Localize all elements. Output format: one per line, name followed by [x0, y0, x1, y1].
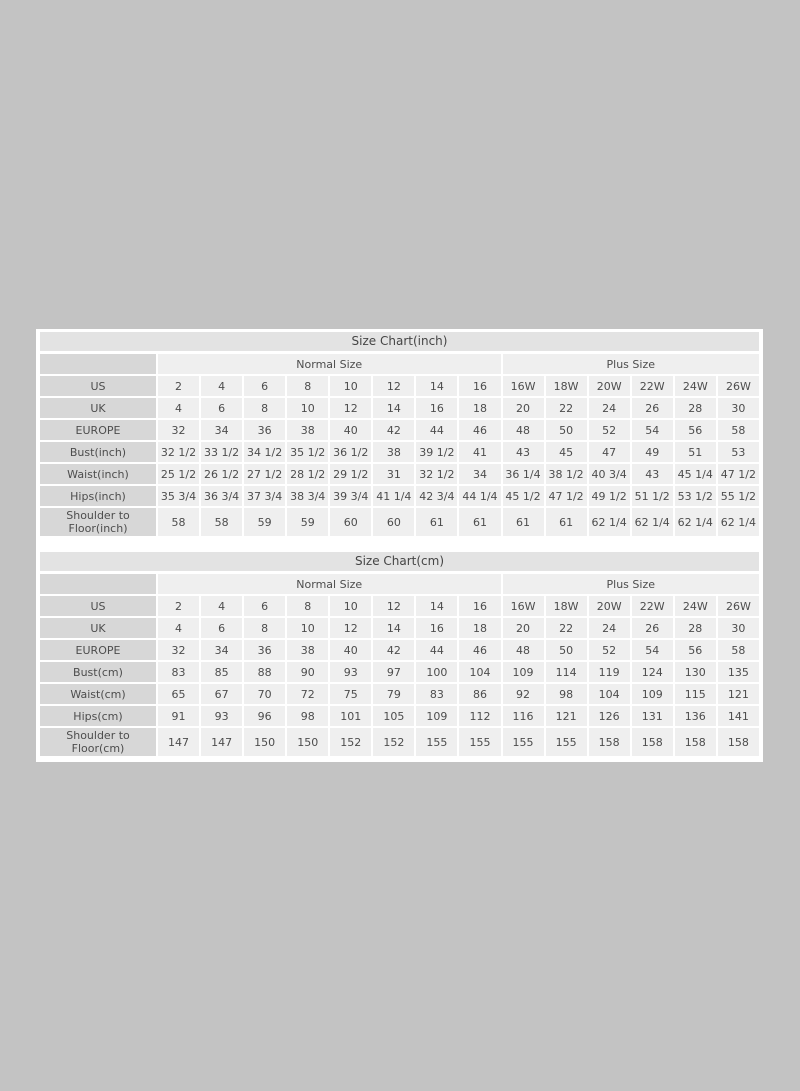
size-chart-cm-table — [38, 572, 761, 758]
table-cell: 36 — [244, 420, 285, 440]
table-cell: 18W — [546, 376, 587, 396]
row-label: UK — [40, 618, 156, 638]
size-chart-inch-section — [38, 332, 761, 538]
table-cell: 61 — [546, 508, 587, 536]
table-cell: 6 — [244, 596, 285, 616]
size-chart-inch-title: Size Chart(inch) — [40, 332, 759, 351]
table-cell: 119 — [589, 662, 630, 682]
table-cell: 83 — [416, 684, 457, 704]
table-cell: 40 3/4 — [589, 464, 630, 484]
table-cell: 41 1/4 — [373, 486, 414, 506]
table-cell: 54 — [632, 420, 673, 440]
table-cell: 97 — [373, 662, 414, 682]
table-cell: 38 3/4 — [287, 486, 328, 506]
table-cell: 50 — [546, 640, 587, 660]
table-cell: 26 — [632, 398, 673, 418]
table-cell: 115 — [675, 684, 716, 704]
table-cell: 116 — [503, 706, 544, 726]
table-cell: 93 — [330, 662, 371, 682]
table-cell: 83 — [158, 662, 199, 682]
table-cell: 158 — [589, 728, 630, 756]
table-cell: 58 — [158, 508, 199, 536]
table-cell: 18 — [459, 618, 500, 638]
table-cell: 42 — [373, 640, 414, 660]
table-row — [40, 398, 759, 418]
table-row — [40, 486, 759, 506]
table-cell: 34 1/2 — [244, 442, 285, 462]
table-cell: 49 — [632, 442, 673, 462]
table-cell: 36 1/4 — [503, 464, 544, 484]
table-cell: 72 — [287, 684, 328, 704]
table-cell: 22W — [632, 596, 673, 616]
table-cell: 12 — [330, 398, 371, 418]
table-row — [40, 420, 759, 440]
table-row — [40, 640, 759, 660]
table-cell: 86 — [459, 684, 500, 704]
table-cell: 8 — [287, 376, 328, 396]
column-group-label: Plus Size — [503, 354, 760, 374]
table-cell: 100 — [416, 662, 457, 682]
table-cell: 39 1/2 — [416, 442, 457, 462]
table-cell: 155 — [459, 728, 500, 756]
table-cell: 59 — [287, 508, 328, 536]
table-cell: 55 1/2 — [718, 486, 759, 506]
corner-cell — [40, 354, 156, 374]
table-cell: 32 1/2 — [158, 442, 199, 462]
table-cell: 58 — [201, 508, 242, 536]
table-cell: 150 — [244, 728, 285, 756]
table-cell: 158 — [718, 728, 759, 756]
table-cell: 131 — [632, 706, 673, 726]
table-cell: 2 — [158, 376, 199, 396]
table-cell: 50 — [546, 420, 587, 440]
column-group-header-row — [40, 574, 759, 594]
table-cell: 2 — [158, 596, 199, 616]
table-cell: 90 — [287, 662, 328, 682]
table-cell: 27 1/2 — [244, 464, 285, 484]
table-cell: 36 1/2 — [330, 442, 371, 462]
table-cell: 43 — [503, 442, 544, 462]
table-row — [40, 596, 759, 616]
table-cell: 62 1/4 — [589, 508, 630, 536]
table-cell: 46 — [459, 420, 500, 440]
table-cell: 36 3/4 — [201, 486, 242, 506]
row-label: UK — [40, 398, 156, 418]
table-cell: 36 — [244, 640, 285, 660]
table-cell: 56 — [675, 420, 716, 440]
table-cell: 96 — [244, 706, 285, 726]
table-cell: 48 — [503, 640, 544, 660]
row-label: Shoulder to Floor(inch) — [40, 508, 156, 536]
table-cell: 10 — [330, 596, 371, 616]
row-label: Waist(cm) — [40, 684, 156, 704]
table-cell: 158 — [632, 728, 673, 756]
table-row — [40, 662, 759, 682]
table-cell: 30 — [718, 618, 759, 638]
table-cell: 38 — [287, 640, 328, 660]
table-cell: 16 — [459, 376, 500, 396]
table-cell: 47 — [589, 442, 630, 462]
table-cell: 112 — [459, 706, 500, 726]
table-cell: 54 — [632, 640, 673, 660]
table-cell: 104 — [459, 662, 500, 682]
table-cell: 30 — [718, 398, 759, 418]
table-cell: 32 — [158, 420, 199, 440]
table-cell: 16 — [416, 618, 457, 638]
table-cell: 43 — [632, 464, 673, 484]
table-cell: 26 1/2 — [201, 464, 242, 484]
table-cell: 37 3/4 — [244, 486, 285, 506]
table-cell: 53 — [718, 442, 759, 462]
size-chart-inch-table — [38, 352, 761, 538]
table-cell: 28 — [675, 618, 716, 638]
table-cell: 34 — [459, 464, 500, 484]
table-cell: 4 — [201, 376, 242, 396]
row-label: Waist(inch) — [40, 464, 156, 484]
table-cell: 67 — [201, 684, 242, 704]
table-cell: 14 — [416, 596, 457, 616]
table-cell: 18W — [546, 596, 587, 616]
table-cell: 152 — [373, 728, 414, 756]
table-cell: 10 — [330, 376, 371, 396]
table-cell: 92 — [503, 684, 544, 704]
table-cell: 62 1/4 — [632, 508, 673, 536]
table-cell: 150 — [287, 728, 328, 756]
table-cell: 28 — [675, 398, 716, 418]
table-cell: 124 — [632, 662, 673, 682]
table-cell: 20 — [503, 618, 544, 638]
table-cell: 39 3/4 — [330, 486, 371, 506]
row-label: EUROPE — [40, 420, 156, 440]
table-cell: 35 1/2 — [287, 442, 328, 462]
table-cell: 4 — [158, 618, 199, 638]
table-row — [40, 728, 759, 756]
table-cell: 155 — [546, 728, 587, 756]
table-cell: 56 — [675, 640, 716, 660]
table-cell: 4 — [201, 596, 242, 616]
row-label: EUROPE — [40, 640, 156, 660]
table-cell: 14 — [416, 376, 457, 396]
table-cell: 35 3/4 — [158, 486, 199, 506]
table-cell: 41 — [459, 442, 500, 462]
table-cell: 24W — [675, 376, 716, 396]
size-chart-cm-title: Size Chart(cm) — [40, 552, 759, 571]
table-cell: 24 — [589, 618, 630, 638]
table-cell: 114 — [546, 662, 587, 682]
table-cell: 44 — [416, 420, 457, 440]
column-group-label: Plus Size — [503, 574, 760, 594]
table-cell: 16 — [416, 398, 457, 418]
table-cell: 109 — [503, 662, 544, 682]
table-cell: 126 — [589, 706, 630, 726]
table-row — [40, 706, 759, 726]
table-row — [40, 442, 759, 462]
table-cell: 79 — [373, 684, 414, 704]
table-cell: 44 — [416, 640, 457, 660]
table-cell: 24 — [589, 398, 630, 418]
table-cell: 104 — [589, 684, 630, 704]
table-cell: 61 — [416, 508, 457, 536]
table-cell: 25 1/2 — [158, 464, 199, 484]
table-cell: 20W — [589, 376, 630, 396]
table-cell: 38 — [373, 442, 414, 462]
table-cell: 109 — [416, 706, 457, 726]
row-label: Shoulder to Floor(cm) — [40, 728, 156, 756]
table-cell: 109 — [632, 684, 673, 704]
row-label: Bust(inch) — [40, 442, 156, 462]
table-cell: 51 — [675, 442, 716, 462]
table-cell: 22 — [546, 618, 587, 638]
table-cell: 40 — [330, 640, 371, 660]
table-cell: 121 — [718, 684, 759, 704]
table-cell: 147 — [201, 728, 242, 756]
table-cell: 10 — [287, 618, 328, 638]
table-cell: 24W — [675, 596, 716, 616]
table-cell: 34 — [201, 420, 242, 440]
table-cell: 16 — [459, 596, 500, 616]
table-cell: 38 — [287, 420, 328, 440]
table-cell: 47 1/2 — [546, 486, 587, 506]
row-label: Bust(cm) — [40, 662, 156, 682]
corner-cell — [40, 574, 156, 594]
table-row — [40, 684, 759, 704]
table-cell: 6 — [201, 398, 242, 418]
table-cell: 4 — [158, 398, 199, 418]
table-cell: 88 — [244, 662, 285, 682]
table-cell: 8 — [244, 618, 285, 638]
table-cell: 158 — [675, 728, 716, 756]
table-cell: 60 — [373, 508, 414, 536]
table-cell: 48 — [503, 420, 544, 440]
row-label: US — [40, 596, 156, 616]
table-cell: 33 1/2 — [201, 442, 242, 462]
table-cell: 18 — [459, 398, 500, 418]
table-cell: 12 — [373, 376, 414, 396]
table-cell: 147 — [158, 728, 199, 756]
table-cell: 45 — [546, 442, 587, 462]
table-cell: 135 — [718, 662, 759, 682]
table-cell: 38 1/2 — [546, 464, 587, 484]
table-cell: 53 1/2 — [675, 486, 716, 506]
table-cell: 52 — [589, 640, 630, 660]
table-cell: 32 1/2 — [416, 464, 457, 484]
table-cell: 16W — [503, 376, 544, 396]
table-cell: 155 — [503, 728, 544, 756]
table-cell: 58 — [718, 640, 759, 660]
table-cell: 26 — [632, 618, 673, 638]
table-cell: 61 — [459, 508, 500, 536]
table-cell: 59 — [244, 508, 285, 536]
table-cell: 70 — [244, 684, 285, 704]
row-label: Hips(inch) — [40, 486, 156, 506]
table-cell: 130 — [675, 662, 716, 682]
table-cell: 65 — [158, 684, 199, 704]
table-cell: 8 — [287, 596, 328, 616]
table-cell: 47 1/2 — [718, 464, 759, 484]
table-cell: 22W — [632, 376, 673, 396]
table-row — [40, 618, 759, 638]
table-cell: 141 — [718, 706, 759, 726]
table-cell: 52 — [589, 420, 630, 440]
table-cell: 8 — [244, 398, 285, 418]
column-group-header-row — [40, 354, 759, 374]
table-row — [40, 508, 759, 536]
table-cell: 91 — [158, 706, 199, 726]
table-cell: 62 1/4 — [675, 508, 716, 536]
table-cell: 28 1/2 — [287, 464, 328, 484]
table-cell: 22 — [546, 398, 587, 418]
table-cell: 121 — [546, 706, 587, 726]
size-chart-panel — [36, 329, 763, 762]
table-cell: 10 — [287, 398, 328, 418]
table-cell: 98 — [287, 706, 328, 726]
table-cell: 85 — [201, 662, 242, 682]
table-cell: 14 — [373, 618, 414, 638]
row-label: US — [40, 376, 156, 396]
table-cell: 29 1/2 — [330, 464, 371, 484]
table-cell: 20W — [589, 596, 630, 616]
table-row — [40, 376, 759, 396]
table-cell: 136 — [675, 706, 716, 726]
table-cell: 98 — [546, 684, 587, 704]
table-row — [40, 464, 759, 484]
table-cell: 155 — [416, 728, 457, 756]
table-cell: 152 — [330, 728, 371, 756]
table-cell: 61 — [503, 508, 544, 536]
table-cell: 6 — [244, 376, 285, 396]
table-cell: 6 — [201, 618, 242, 638]
table-cell: 12 — [330, 618, 371, 638]
row-label: Hips(cm) — [40, 706, 156, 726]
table-cell: 32 — [158, 640, 199, 660]
table-cell: 12 — [373, 596, 414, 616]
table-cell: 42 — [373, 420, 414, 440]
table-cell: 49 1/2 — [589, 486, 630, 506]
table-cell: 26W — [718, 596, 759, 616]
table-cell: 93 — [201, 706, 242, 726]
table-cell: 45 1/4 — [675, 464, 716, 484]
table-cell: 51 1/2 — [632, 486, 673, 506]
table-cell: 42 3/4 — [416, 486, 457, 506]
table-cell: 31 — [373, 464, 414, 484]
table-cell: 75 — [330, 684, 371, 704]
table-cell: 16W — [503, 596, 544, 616]
table-cell: 44 1/4 — [459, 486, 500, 506]
table-cell: 26W — [718, 376, 759, 396]
table-cell: 60 — [330, 508, 371, 536]
table-cell: 101 — [330, 706, 371, 726]
table-cell: 105 — [373, 706, 414, 726]
table-cell: 20 — [503, 398, 544, 418]
table-cell: 62 1/4 — [718, 508, 759, 536]
table-cell: 14 — [373, 398, 414, 418]
table-cell: 34 — [201, 640, 242, 660]
size-chart-cm-section — [38, 552, 761, 758]
table-cell: 46 — [459, 640, 500, 660]
table-cell: 40 — [330, 420, 371, 440]
table-cell: 45 1/2 — [503, 486, 544, 506]
column-group-label: Normal Size — [158, 574, 501, 594]
column-group-label: Normal Size — [158, 354, 501, 374]
table-cell: 58 — [718, 420, 759, 440]
